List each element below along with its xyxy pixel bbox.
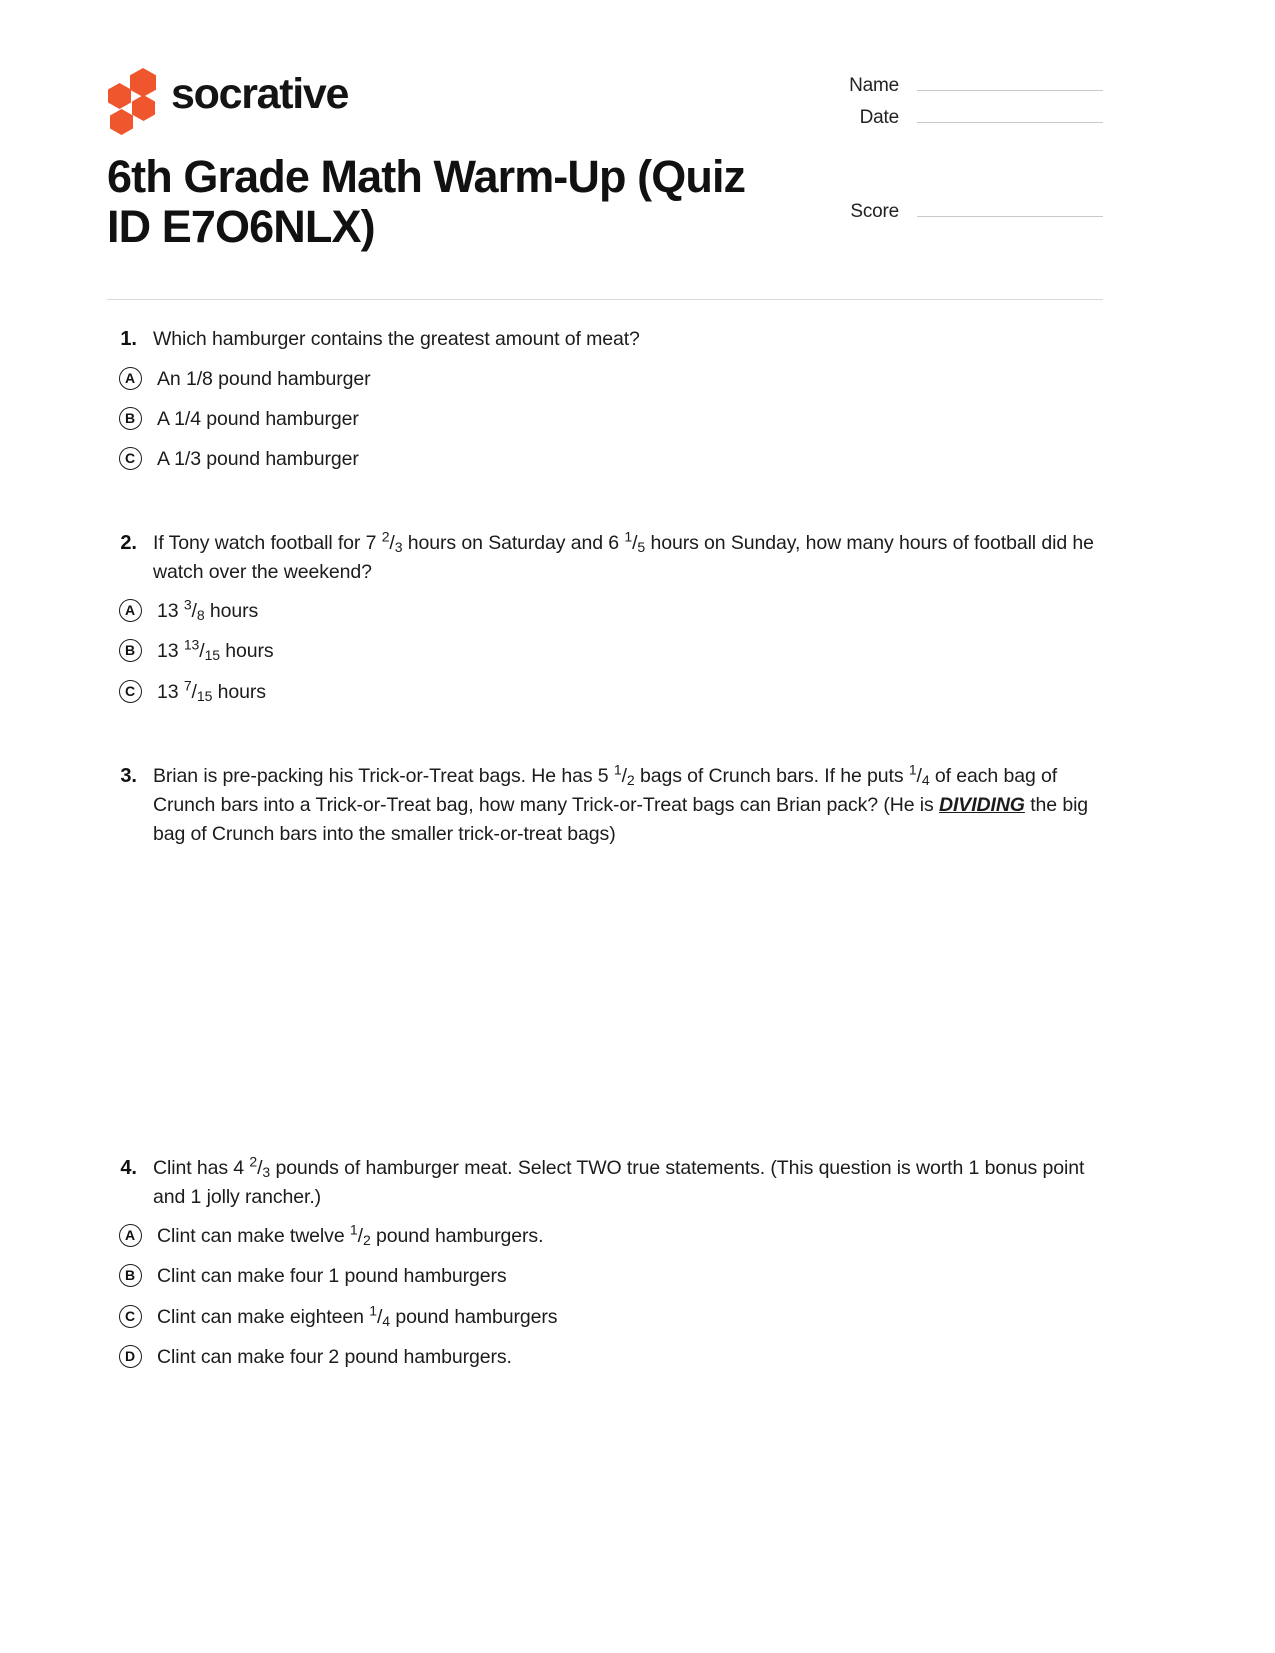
question-1-option-c-text: A 1/3 pound hamburger [157,448,359,471]
question-2-prompt-part-1: If Tony watch football for 7 [153,532,382,555]
option-fraction: $^3/_8$ [183,596,205,624]
option-text-pre: Clint can make four 2 pound hamburgers. [157,1346,512,1368]
name-label: Name [849,75,899,96]
question-1-prompt: Which hamburger contains the greatest amount of meat? [153,328,640,350]
question-4-option-c-text [153,1303,1103,1331]
fraction-denominator: 3 [262,1164,271,1181]
question-1-option-b-text: A 1/4 pound hamburger [157,407,359,430]
spacer-after-question-1 [107,485,1103,529]
option-letter-c[interactable]: C [119,1305,142,1328]
question-3-number: 3. [120,764,137,787]
date-write-line[interactable] [917,106,1103,123]
question-1-head [107,325,1103,355]
option-bubble-wrap [107,637,153,662]
option-letter-b[interactable]: B [119,1264,142,1287]
fraction-numerator: 13 [183,636,200,653]
question-3-prompt-part-3: of each bag of Crunch bars into a Trick-or-Treat bag, how many Trick-or-Treat bags can Brian pack? (He is [153,764,1058,816]
question-3-prompt-part-1: Brian is pre-packing his Trick-or-Treat bags. He has 5 [153,764,614,787]
question-3-fraction-2: $^1/_4$ [908,761,930,788]
question-4-option-c[interactable] [107,1303,1103,1331]
question-4-option-b[interactable] [107,1262,1103,1290]
date-field-row [803,106,1103,129]
option-bubble-wrap [107,445,153,470]
option-whole-number: 13 [157,680,184,703]
option-fraction: $^1/_2$ [349,1221,371,1249]
hexagon-icon-mid-left [108,83,131,109]
option-fraction: $^{13}/_{15}$ [183,636,220,664]
option-bubble-wrap [107,365,153,390]
option-whole-number: 13 [157,640,184,663]
option-bubble-wrap [107,1343,153,1368]
question-3-answer-workspace[interactable] [107,848,1103,1154]
fraction-denominator: 8 [196,607,205,624]
hexagon-icon-top-right [130,68,156,97]
question-4-prompt-part-1: Clint has 4 [153,1157,250,1180]
fraction-numerator: 3 [183,596,192,613]
option-text-pre: Clint can make eighteen [157,1305,370,1328]
question-2-option-a-text [153,597,1103,625]
option-letter-d[interactable]: D [119,1345,142,1368]
question-1-option-a-text: An 1/8 pound hamburger [157,367,371,390]
option-text-pre: Clint can make twelve [157,1225,350,1248]
option-bubble-wrap [107,405,153,430]
fraction-denominator: 15 [196,687,213,704]
name-write-line[interactable] [917,74,1103,91]
page-title-line-1: 6th Grade Math Warm-Up (Quiz [107,151,746,202]
option-unit: hours [219,640,274,663]
fraction-numerator: 1 [349,1221,358,1238]
option-text-post: pound hamburgers [390,1305,558,1328]
question-4 [107,1154,1103,1371]
question-2-fraction-1: $^2/_3$ [381,528,403,556]
question-2-option-b-text [153,637,1103,665]
question-4-fraction-1: $^2/_3$ [249,1153,271,1181]
page-header [107,62,1103,262]
question-1-option-a[interactable] [107,365,1103,393]
option-bubble-wrap [107,1222,153,1247]
question-3-prompt-part-2: bags of Crunch bars. If he puts [634,764,909,787]
option-bubble-wrap [107,597,153,622]
socrative-brand [107,68,348,120]
fraction-numerator: 2 [381,528,390,545]
question-2-head [107,529,1103,587]
question-4-options [107,1222,1103,1371]
question-2-prompt-part-3: hours on Sunday, how many hours of football did he watch over the weekend? [153,532,1094,584]
fraction-numerator: 1 [369,1302,377,1319]
fraction-numerator: 7 [183,676,192,693]
question-2-option-a[interactable] [107,597,1103,625]
question-2-option-c-text [153,678,1103,706]
fraction-denominator: 4 [382,1312,390,1329]
socrative-hexagon-logo-icon [107,68,157,120]
name-field-row [803,74,1103,97]
question-1-number: 1. [120,328,137,350]
socrative-wordmark: socrative [171,69,349,118]
option-unit: hours [204,600,259,623]
question-4-prompt-part-2: pounds of hamburger meat. Select TWO true statements. (This question is worth 1 bonus point and 1 jolly rancher.) [153,1157,1085,1209]
question-1-option-c[interactable] [107,445,1103,473]
question-4-option-d[interactable] [107,1343,1103,1371]
option-text-pre: Clint can make four 1 pound hamburgers [157,1265,507,1288]
question-3-emphasis-dividing: DIVIDING [939,793,1025,816]
date-label: Date [859,107,899,128]
question-3 [107,762,1103,1155]
fraction-denominator: 5 [637,539,646,556]
question-3-prompt [153,762,1103,849]
option-fraction: $^1/_4$ [369,1302,390,1329]
option-letter-c[interactable]: C [119,680,142,703]
question-3-head [107,762,1103,849]
option-bubble-wrap [107,1262,153,1287]
option-letter-a[interactable]: A [119,599,142,622]
score-label: Score [850,201,899,222]
question-1-options [107,365,1103,474]
option-unit: hours [212,680,266,703]
fraction-numerator: 1 [613,761,622,778]
name-date-fields [803,74,1103,138]
score-field-row [803,200,1103,223]
option-letter-c[interactable]: C [119,447,142,470]
fraction-numerator: 1 [908,761,917,778]
question-2-prompt-part-2: hours on Saturday and 6 [402,532,625,555]
question-4-option-d-text [153,1343,1103,1371]
fraction-numerator: 1 [624,528,633,545]
question-2 [107,529,1103,706]
option-letter-b[interactable]: B [119,639,142,662]
question-2-options [107,597,1103,706]
header-divider [107,299,1103,300]
question-3-prompt-part-4: the big bag of Crunch bars into the smaller trick-or-treat bags) [153,793,1089,845]
question-2-number: 2. [120,532,137,555]
question-3-fraction-1: $^1/_2$ [613,761,635,788]
hexagon-icon-mid-right [132,95,155,121]
spacer-after-question-2 [107,718,1103,762]
question-2-prompt [153,529,1103,587]
question-4-option-a[interactable] [107,1222,1103,1250]
option-letter-b[interactable]: B [119,407,142,430]
page-title [107,152,847,253]
fraction-numerator: 2 [249,1153,258,1170]
question-1 [107,325,1103,473]
question-4-option-b-text [153,1262,1103,1290]
option-bubble-wrap [107,1303,153,1328]
option-letter-a[interactable]: A [119,367,142,390]
score-write-line[interactable] [917,200,1103,217]
fraction-denominator: 4 [921,771,930,788]
question-2-option-b[interactable] [107,637,1103,665]
option-whole-number: 13 [157,600,184,623]
score-field [803,200,1103,232]
question-4-prompt [153,1154,1103,1212]
page-title-line-2: ID E7O6NLX) [107,201,375,253]
fraction-denominator: 2 [362,1232,371,1249]
option-text-post: pound hamburgers. [370,1225,544,1248]
question-4-head [107,1154,1103,1212]
questions-list [107,325,1103,1383]
option-bubble-wrap [107,678,153,703]
question-2-option-c[interactable] [107,678,1103,706]
question-2-fraction-2: $^1/_5$ [624,528,646,556]
hexagon-icon-bottom-left [110,109,133,135]
option-fraction: $^7/_{15}$ [183,676,213,704]
option-letter-a[interactable]: A [119,1224,142,1247]
question-4-option-a-text [153,1222,1103,1250]
question-4-number: 4. [120,1157,137,1180]
fraction-denominator: 3 [394,539,403,556]
fraction-denominator: 15 [204,647,220,664]
question-1-option-b[interactable] [107,405,1103,433]
fraction-denominator: 2 [626,771,635,788]
